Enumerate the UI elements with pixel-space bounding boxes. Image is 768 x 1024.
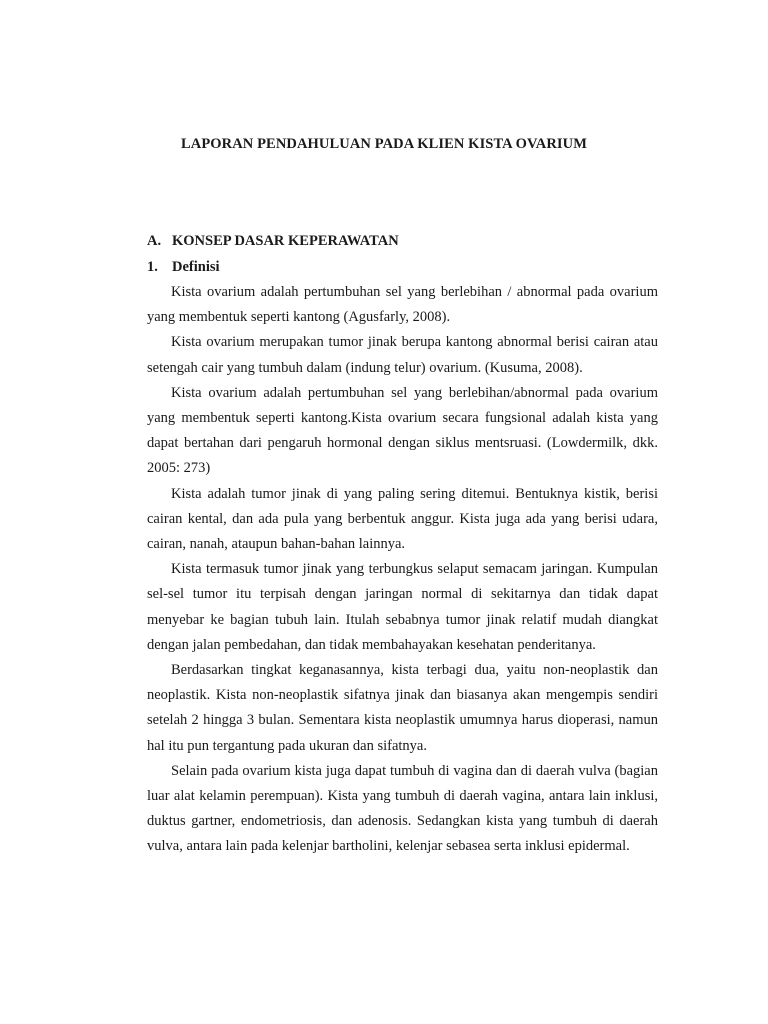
subsection-number: 1. xyxy=(147,258,158,275)
paragraph: Kista termasuk tumor jinak yang terbungkus selaput semacam jaringan. Kumpulan sel-sel tumor itu terpisah dengan jaringan normal di sekitarnya dan tidak dapat menyebar ke bagian tubuh lain. Itulah sebabnya tumor jinak relatif mudah diangkat dengan jalan pembedahan, dan tidak membahayakan kesehatan penderitanya. xyxy=(147,561,658,653)
section-title: KONSEP DASAR KEPERAWATAN xyxy=(172,233,399,249)
paragraph: Selain pada ovarium kista juga dapat tumbuh di vagina dan di daerah vulva (bagian luar alat kelamin perempuan). Kista yang tumbuh di daerah vagina, antara lain inklusi, duktus gartner, endometriosis, dan adenosis. Sedangkan kista yang tumbuh di daerah vulva, antara lain pada kelenjar bartholini, kelenjar sebasea serta inklusi epidermal. xyxy=(147,762,658,855)
subsection-title: Definisi xyxy=(172,258,220,275)
paragraph: Berdasarkan tingkat keganasannya, kista terbagi dua, yaitu non-neoplastik dan neoplastik. Kista non-neoplastik sifatnya jinak dan biasanya akan mengempis sendiri setelah 2 hingga 3 bulan. Sementara kista neoplastik umumnya harus dioperasi, namun hal itu pun tergantung pada ukuran dan sifatnya. xyxy=(147,662,658,754)
paragraph: Kista ovarium adalah pertumbuhan sel yang berlebihan/abnormal pada ovarium yang membentuk seperti kantong.Kista ovarium secara fungsional adalah kista yang dapat bertahan dari pengaruh hormonal dengan siklus mentsruasi. (Lowdermilk, dkk. 2005: 273) xyxy=(147,384,658,477)
section-heading xyxy=(147,229,658,255)
paragraph: Kista ovarium merupakan tumor jinak berupa kantong abnormal berisi cairan atau setengah cair yang tumbuh dalam (indung telur) ovarium. (Kusuma, 2008). xyxy=(147,334,658,376)
paragraph: Kista adalah tumor jinak di yang paling sering ditemui. Bentuknya kistik, berisi cairan kental, dan ada pula yang berbentuk anggur. Kista juga ada yang berisi udara, cairan, nanah, ataupun bahan-bahan lainnya. xyxy=(147,485,658,553)
document-title: LAPORAN PENDAHULUAN PADA KLIEN KISTA OVARIUM xyxy=(180,136,587,152)
subsection-heading xyxy=(147,255,658,281)
section-number: A. xyxy=(147,233,162,249)
document-body xyxy=(147,229,658,860)
paragraph: Kista ovarium adalah pertumbuhan sel yang berlebihan / abnormal pada ovarium yang membentuk seperti kantong (Agusfarly, 2008). xyxy=(147,284,658,326)
